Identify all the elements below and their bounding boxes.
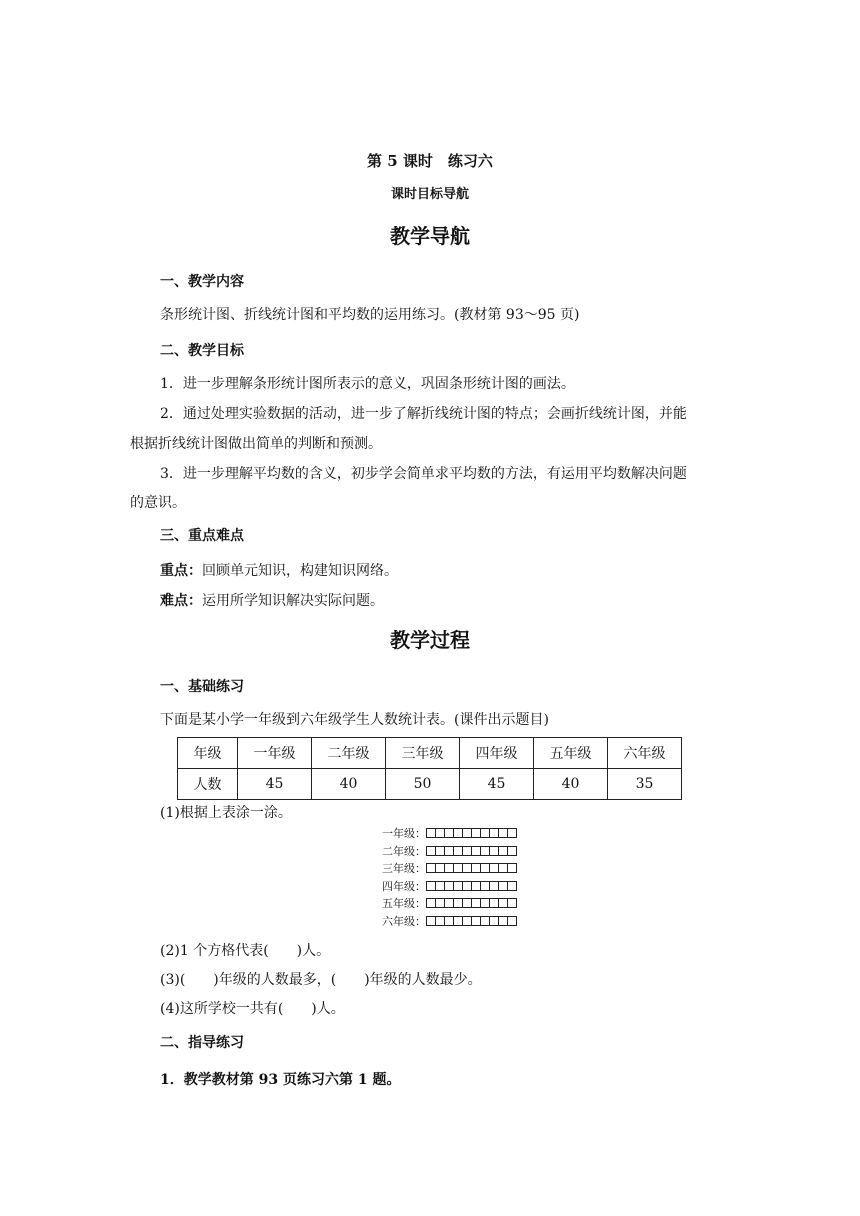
- grid-square[interactable]: [463, 917, 472, 925]
- grid-square[interactable]: [472, 882, 481, 890]
- guide-title: 教学导航: [390, 224, 470, 248]
- grid-boxes: [426, 898, 517, 908]
- goal-2-line-2: 根据折线统计图做出简单的判断和预测。: [130, 436, 382, 452]
- table-cell: 二年级: [312, 738, 386, 769]
- grid-boxes: [426, 846, 517, 856]
- grid-square[interactable]: [490, 917, 499, 925]
- grid-square[interactable]: [463, 847, 472, 855]
- grid-square[interactable]: [490, 864, 499, 872]
- goal-1: 1．进一步理解条形统计图所表示的意义，巩固条形统计图的画法。: [160, 376, 575, 392]
- grid-row-label: 五年级：: [382, 897, 426, 910]
- grid-square[interactable]: [427, 847, 436, 855]
- table-cell: 35: [608, 769, 682, 800]
- difficulty-label: 难点：: [160, 593, 202, 609]
- key-text: 回顾单元知识，构建知识网络。: [202, 563, 398, 579]
- grid-square[interactable]: [454, 847, 463, 855]
- grid-row: [370, 861, 517, 875]
- goal-2-line-1: 2．通过处理实验数据的活动，进一步了解折线统计图的特点；会画折线统计图，并能: [160, 406, 687, 422]
- grid-square[interactable]: [445, 864, 454, 872]
- grid-boxes: [426, 863, 517, 873]
- grid-square[interactable]: [499, 829, 508, 837]
- grid-square[interactable]: [499, 899, 508, 907]
- table-cell: 人数: [178, 769, 238, 800]
- basic-heading: 一、基础练习: [160, 679, 244, 695]
- grid-square[interactable]: [499, 917, 508, 925]
- process-title: 教学过程: [390, 628, 470, 652]
- guided-heading: 二、指导练习: [160, 1035, 244, 1051]
- table-cell: 年级: [178, 738, 238, 769]
- grid-square[interactable]: [427, 917, 436, 925]
- grid-row-label: 一年级：: [382, 827, 426, 840]
- grid-square[interactable]: [445, 899, 454, 907]
- grid-square[interactable]: [481, 882, 490, 890]
- grid-row: [370, 844, 517, 858]
- table-header-row: [178, 738, 682, 769]
- grid-square[interactable]: [427, 829, 436, 837]
- question-2: (2)1 个方格代表( )人。: [160, 943, 331, 959]
- table-cell: 六年级: [608, 738, 682, 769]
- grid-square[interactable]: [508, 847, 517, 855]
- grid-row-label: 二年级：: [382, 844, 426, 858]
- grid-square[interactable]: [463, 899, 472, 907]
- table-cell: 50: [386, 769, 460, 800]
- grid-square[interactable]: [472, 829, 481, 837]
- grid-square[interactable]: [490, 899, 499, 907]
- goals-heading: 二、教学目标: [160, 343, 244, 359]
- grid-row: [370, 826, 517, 840]
- grid-boxes: [426, 916, 517, 926]
- grid-square[interactable]: [499, 847, 508, 855]
- grid-square[interactable]: [481, 917, 490, 925]
- guided-item-1: 1．教学教材第 93 页练习六第 1 题。: [160, 1072, 401, 1088]
- grid-row-label: 四年级：: [382, 879, 426, 893]
- grid-square[interactable]: [463, 882, 472, 890]
- grid-square[interactable]: [445, 882, 454, 890]
- question-1: (1)根据上表涂一涂。: [160, 805, 292, 821]
- goal-3-line-2: 的意识。: [130, 495, 186, 511]
- table-cell: 45: [460, 769, 534, 800]
- grid-row: [370, 914, 517, 928]
- section-subtitle: 课时目标导航: [390, 187, 469, 202]
- table-row: [178, 769, 682, 800]
- table-cell: 一年级: [238, 738, 312, 769]
- grid-square[interactable]: [436, 829, 445, 837]
- grid-boxes: [426, 828, 517, 838]
- grid-square[interactable]: [427, 899, 436, 907]
- grid-square[interactable]: [508, 829, 517, 837]
- grid-square[interactable]: [490, 882, 499, 890]
- grid-square[interactable]: [463, 864, 472, 872]
- grid-square[interactable]: [445, 829, 454, 837]
- grid-square[interactable]: [481, 847, 490, 855]
- difficulty-point: [160, 590, 384, 610]
- key-heading: 三、重点难点: [160, 528, 244, 544]
- table-cell: 40: [312, 769, 386, 800]
- grid-square[interactable]: [445, 847, 454, 855]
- grid-square[interactable]: [445, 917, 454, 925]
- grid-square[interactable]: [436, 882, 445, 890]
- content-text: 条形统计图、折线统计图和平均数的运用练习。(教材第 93～95 页): [160, 307, 580, 323]
- grid-square[interactable]: [481, 864, 490, 872]
- grid-square[interactable]: [454, 917, 463, 925]
- grid-square[interactable]: [463, 829, 472, 837]
- table-cell: 40: [534, 769, 608, 800]
- table-cell: 三年级: [386, 738, 460, 769]
- question-3: (3)( )年级的人数最多，( )年级的人数最少。: [160, 972, 482, 988]
- grid-square[interactable]: [454, 864, 463, 872]
- content-heading: 一、教学内容: [160, 274, 244, 290]
- grid-row-label: 三年级：: [382, 862, 426, 875]
- grid-square[interactable]: [427, 864, 436, 872]
- grid-square[interactable]: [508, 917, 517, 925]
- grid-row: [370, 879, 517, 893]
- grid-square[interactable]: [436, 847, 445, 855]
- grid-square[interactable]: [472, 899, 481, 907]
- grid-square[interactable]: [472, 847, 481, 855]
- grid-square[interactable]: [472, 864, 481, 872]
- grid-square[interactable]: [508, 899, 517, 907]
- student-count-table: [177, 737, 682, 800]
- grid-square[interactable]: [472, 917, 481, 925]
- grid-square[interactable]: [454, 829, 463, 837]
- table-cell: 四年级: [460, 738, 534, 769]
- grid-square[interactable]: [481, 829, 490, 837]
- grid-square[interactable]: [499, 864, 508, 872]
- grid-row-label: 六年级：: [382, 914, 426, 928]
- grid-square[interactable]: [490, 829, 499, 837]
- difficulty-text: 运用所学知识解决实际问题。: [202, 593, 384, 609]
- question-4: (4)这所学校一共有( )人。: [160, 1001, 345, 1017]
- key-point: [160, 560, 398, 580]
- grid-square[interactable]: [436, 899, 445, 907]
- grid-square[interactable]: [454, 899, 463, 907]
- goal-3-line-1: 3．进一步理解平均数的含义，初步学会简单求平均数的方法，有运用平均数解决问题: [160, 466, 687, 482]
- grid-square[interactable]: [454, 882, 463, 890]
- table-cell: 五年级: [534, 738, 608, 769]
- grid-square[interactable]: [508, 864, 517, 872]
- table-cell: 45: [238, 769, 312, 800]
- grid-square[interactable]: [481, 899, 490, 907]
- grid-square[interactable]: [490, 847, 499, 855]
- grid-square[interactable]: [427, 882, 436, 890]
- grid-row: [370, 896, 517, 910]
- key-label: 重点：: [160, 563, 202, 579]
- grid-square[interactable]: [436, 917, 445, 925]
- grid-square[interactable]: [508, 882, 517, 890]
- grid-square[interactable]: [499, 882, 508, 890]
- lesson-title: 第 5 课时 练习六: [367, 152, 493, 170]
- grid-square[interactable]: [436, 864, 445, 872]
- grid-boxes: [426, 881, 517, 891]
- table-intro: 下面是某小学一年级到六年级学生人数统计表。(课件出示题目): [160, 712, 549, 728]
